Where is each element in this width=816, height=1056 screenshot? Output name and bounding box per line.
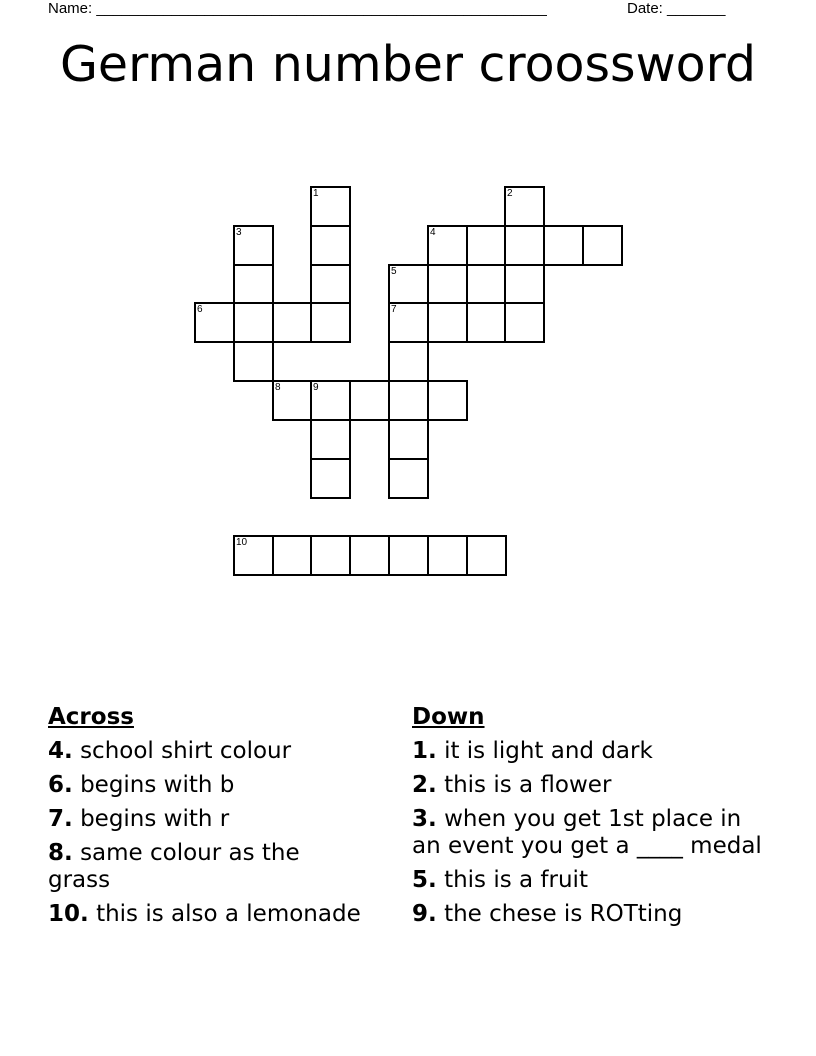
date-field[interactable]: Date: _______	[627, 0, 726, 17]
grid-cell[interactable]	[310, 380, 351, 421]
grid-cell[interactable]	[388, 341, 429, 382]
grid-cell[interactable]	[272, 380, 313, 421]
cell-number: 7	[391, 304, 397, 315]
grid-cell[interactable]	[388, 535, 429, 576]
grid-cell[interactable]	[466, 264, 507, 305]
grid-cell[interactable]	[466, 302, 507, 343]
grid-cell[interactable]	[388, 419, 429, 460]
grid-cell[interactable]	[349, 535, 390, 576]
grid-cell[interactable]	[272, 302, 313, 343]
grid-cell[interactable]	[427, 225, 468, 266]
grid-cell[interactable]	[310, 419, 351, 460]
down-heading: Down	[412, 704, 485, 730]
clue-down-2: 2. this is a flower	[412, 772, 612, 798]
cell-number: 1	[313, 188, 319, 199]
grid-cell[interactable]	[504, 264, 545, 305]
grid-cell[interactable]	[582, 225, 623, 266]
clue-down-3: 3. when you get 1st place in an event you get a ____ medal	[412, 806, 762, 859]
cell-number: 3	[236, 227, 242, 238]
clue-down-9: 9. the chese is ROTting	[412, 901, 683, 927]
grid-cell[interactable]	[543, 225, 584, 266]
cell-number: 10	[236, 537, 248, 548]
grid-cell[interactable]	[233, 225, 274, 266]
grid-cell[interactable]	[233, 341, 274, 382]
grid-cell[interactable]	[388, 264, 429, 305]
grid-cell[interactable]	[349, 380, 390, 421]
grid-cell[interactable]	[427, 264, 468, 305]
across-clues	[48, 702, 398, 935]
across-heading: Across	[48, 704, 134, 730]
grid-cell[interactable]	[233, 302, 274, 343]
cell-number: 5	[391, 266, 397, 277]
clue-across-10: 10. this is also a lemonade	[48, 901, 361, 927]
grid-cell[interactable]	[466, 225, 507, 266]
down-clues	[412, 702, 782, 935]
grid-cell[interactable]	[466, 535, 507, 576]
clue-across-6: 6. begins with b	[48, 772, 235, 798]
grid-cell[interactable]	[504, 302, 545, 343]
cell-number: 6	[197, 304, 203, 315]
grid-cell[interactable]	[388, 302, 429, 343]
cell-number: 9	[313, 382, 319, 393]
grid-cell[interactable]	[272, 535, 313, 576]
cell-number: 4	[430, 227, 436, 238]
grid-cell[interactable]	[504, 186, 545, 227]
cell-number: 8	[275, 382, 281, 393]
cell-number: 2	[507, 188, 513, 199]
name-field[interactable]: Name: ______________________________________________________	[48, 0, 547, 17]
grid-cell[interactable]	[310, 186, 351, 227]
clue-across-8: 8. same colour as the grass	[48, 840, 300, 893]
grid-cell[interactable]	[388, 458, 429, 499]
grid-cell[interactable]	[310, 264, 351, 305]
grid-cell[interactable]	[310, 302, 351, 343]
grid-cell[interactable]	[427, 535, 468, 576]
grid-cell[interactable]	[388, 380, 429, 421]
grid-cell[interactable]	[504, 225, 545, 266]
grid-cell[interactable]	[310, 225, 351, 266]
grid-cell[interactable]	[310, 458, 351, 499]
grid-cell[interactable]	[427, 380, 468, 421]
clue-across-7: 7. begins with r	[48, 806, 230, 832]
grid-cell[interactable]	[427, 302, 468, 343]
clue-across-4: 4. school shirt colour	[48, 738, 292, 764]
page-title: German number croossword	[59, 36, 757, 93]
clue-down-5: 5. this is a fruit	[412, 867, 588, 893]
grid-cell[interactable]	[194, 302, 235, 343]
grid-cell[interactable]	[233, 264, 274, 305]
clue-down-1: 1. it is light and dark	[412, 738, 653, 764]
grid-cell[interactable]	[233, 535, 274, 576]
grid-cell[interactable]	[310, 535, 351, 576]
